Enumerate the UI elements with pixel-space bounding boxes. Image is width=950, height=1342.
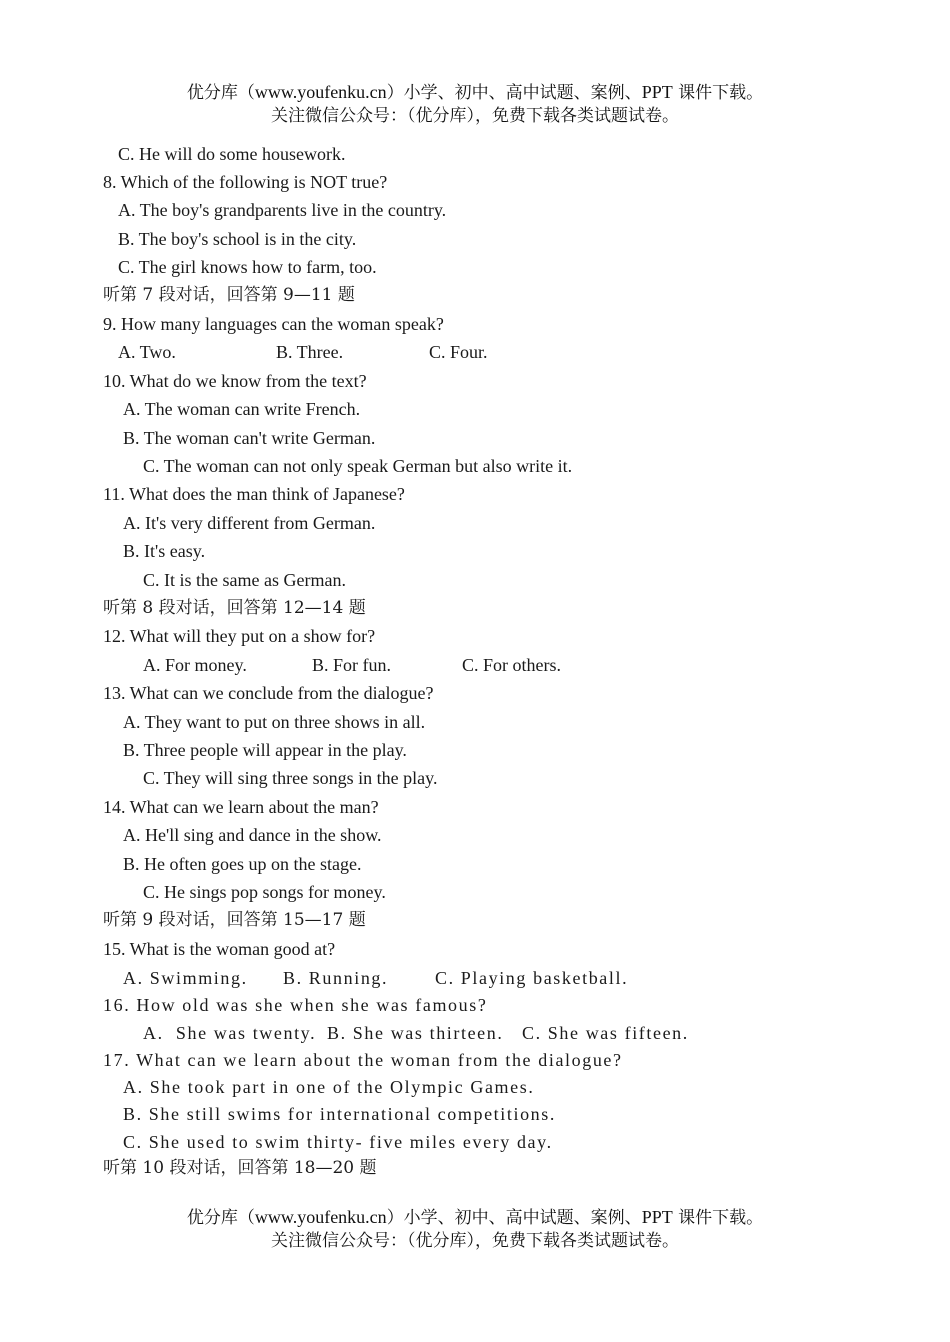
- q8-stem: 8. Which of the following is NOT true?: [103, 172, 388, 192]
- q12-option-b: B. For fun.: [312, 655, 392, 675]
- q11-stem: 11. What does the man think of Japanese?: [103, 484, 405, 504]
- q10-option-c: C. The woman can not only speak German but also write it.: [143, 456, 573, 476]
- q12-option-c: C. For others.: [462, 655, 561, 675]
- q12-option-a: A. For money.: [143, 655, 247, 675]
- section-8-heading: 听第 8 段对话，回答第 12—14 题: [103, 598, 366, 618]
- q9-option-a: A. Two.: [118, 342, 176, 362]
- q15-option-a: A. Swimming.: [123, 968, 248, 988]
- q10-option-a: A. The woman can write French.: [123, 399, 361, 419]
- q17-option-b: B. She still swims for international competitions.: [123, 1104, 556, 1124]
- q14-stem: 14. What can we learn about the man?: [103, 797, 379, 817]
- page-header-line-1: 优分库（www.youfenku.cn）小学、初中、高中试题、案例、PPT 课件下载。: [186, 82, 764, 103]
- q13-option-a: A. They want to put on three shows in all.: [123, 712, 426, 732]
- q16-stem: 16. How old was she when she was famous?: [103, 995, 488, 1015]
- q15-option-b: B. Running.: [283, 968, 389, 988]
- q17-stem: 17. What can we learn about the woman from the dialogue?: [103, 1050, 623, 1070]
- section-10-heading: 听第 10 段对话，回答第 18—20 题: [103, 1158, 377, 1178]
- q11-option-b: B. It's easy.: [123, 541, 206, 561]
- q9-option-b: B. Three.: [276, 342, 344, 362]
- q12-stem: 12. What will they put on a show for?: [103, 626, 376, 646]
- q15-option-c: C. Playing basketball.: [435, 968, 629, 988]
- q14-option-c: C. He sings pop songs for money.: [143, 882, 386, 902]
- q10-stem: 10. What do we know from the text?: [103, 371, 367, 391]
- q8-option-c: C. The girl knows how to farm, too.: [118, 257, 377, 277]
- q8-option-a: A. The boy's grandparents live in the country.: [118, 200, 447, 220]
- q15-stem: 15. What is the woman good at?: [103, 939, 336, 959]
- q7-option-c: C. He will do some housework.: [118, 144, 346, 164]
- q13-option-c: C. They will sing three songs in the play.: [143, 768, 438, 788]
- page-header-line-2: 关注微信公众号：（优分库），免费下载各类试题试卷。: [271, 106, 679, 126]
- q17-option-a: A. She took part in one of the Olympic Games.: [123, 1077, 535, 1097]
- q9-option-c: C. Four.: [429, 342, 488, 362]
- page-footer-line-2: 关注微信公众号：（优分库），免费下载各类试题试卷。: [271, 1231, 679, 1251]
- q16-option-a: A. She was twenty.: [143, 1023, 317, 1043]
- q11-option-a: A. It's very different from German.: [123, 513, 376, 533]
- q11-option-c: C. It is the same as German.: [143, 570, 346, 590]
- q17-option-c: C. She used to swim thirty- five miles every day.: [123, 1132, 553, 1152]
- q9-stem: 9. How many languages can the woman speak?: [103, 314, 444, 334]
- q10-option-b: B. The woman can't write German.: [123, 428, 376, 448]
- q16-option-c: C. She was fifteen.: [522, 1023, 689, 1043]
- q13-stem: 13. What can we conclude from the dialogue?: [103, 683, 434, 703]
- section-9-heading: 听第 9 段对话，回答第 15—17 题: [103, 910, 366, 930]
- q14-option-b: B. He often goes up on the stage.: [123, 854, 362, 874]
- q8-option-b: B. The boy's school is in the city.: [118, 229, 357, 249]
- q13-option-b: B. Three people will appear in the play.: [123, 740, 407, 760]
- q16-option-b: B. She was thirteen.: [327, 1023, 504, 1043]
- section-7-heading: 听第 7 段对话，回答第 9—11 题: [103, 285, 355, 305]
- page-footer-line-1: 优分库（www.youfenku.cn）小学、初中、高中试题、案例、PPT 课件下载。: [186, 1207, 764, 1228]
- q14-option-a: A. He'll sing and dance in the show.: [123, 825, 382, 845]
